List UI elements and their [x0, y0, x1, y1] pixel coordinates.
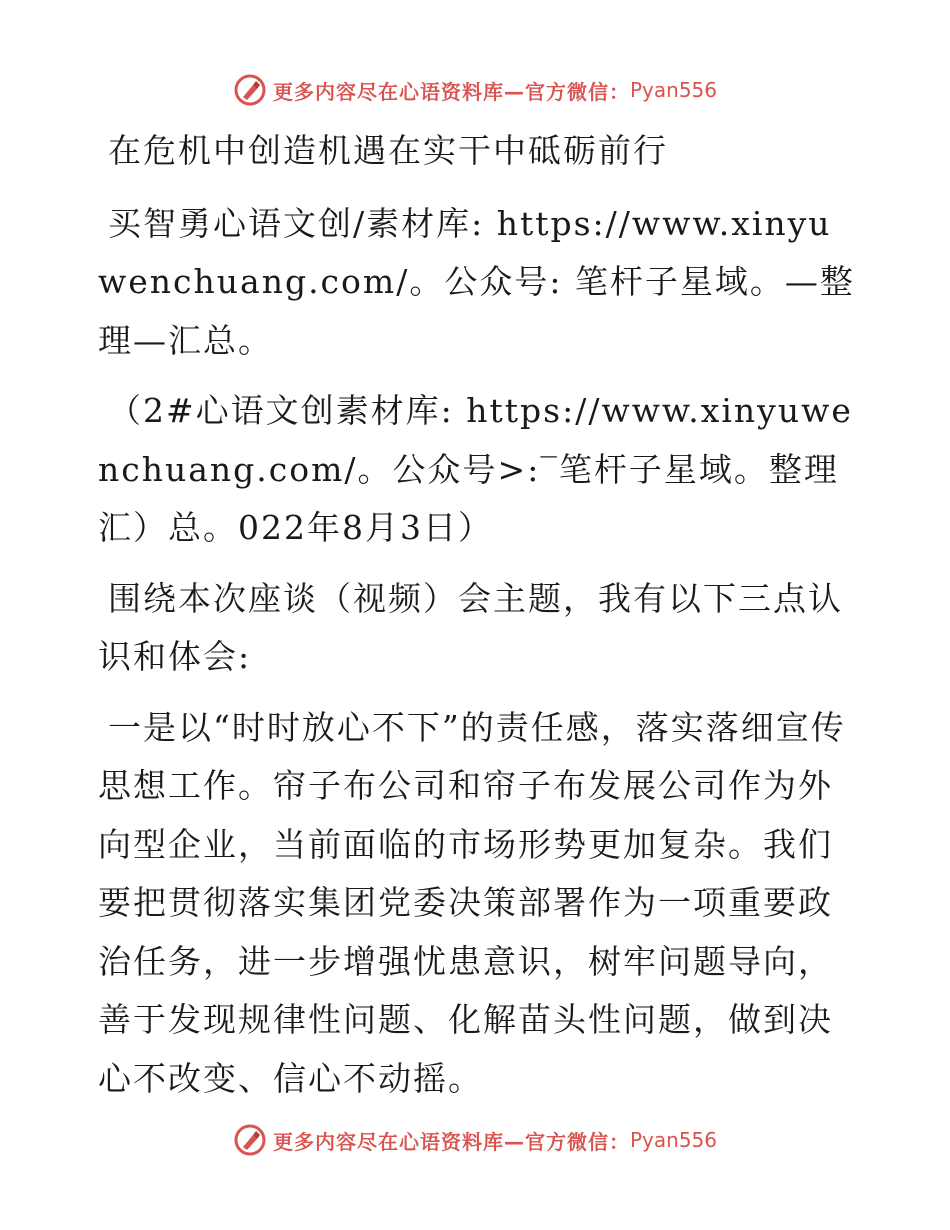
banner-text: 更多内容尽在心语资料库—官方微信： [272, 1129, 630, 1154]
banner-wechat-id: Pyan556 [629, 1128, 717, 1152]
banner-text: 更多内容尽在心语资料库—官方微信： [272, 79, 630, 104]
paragraph-3: 围绕本次座谈（视频）会主题，我有以下三点认识和体会: [98, 578, 843, 676]
paragraph-4: 一是以“时时放心不下”的责任感，落实落细宣传思想工作。帘子布公司和帘子布发展公司作为外向型企业，当前面临的市场形势更加复杂。我们要把贯彻落实集团党委决策部署作为一项重要政治任务，进一步增强忧患意识，树牢问题导向，善于发现规律性问题、化解苗头性问题，做到决心不改变、信心不动摇。 [98, 707, 846, 1098]
banner-wechat-id: Pyan556 [629, 78, 717, 102]
pen-nib-logo-icon [233, 73, 267, 107]
footer-watermark-banner [0, 1120, 950, 1160]
paragraph-1: 买智勇心语文创/素材库: https://www.xinyuwenchuang.com/。公众号: 笔杆子星域。—整理—汇总。 [98, 203, 855, 360]
header-watermark-banner [0, 70, 950, 110]
document-title: 在危机中创造机遇在实干中砥砺前行 [108, 131, 668, 170]
paragraph-2: （2#心语文创素材库: https://www.xinyuwenchuang.com/。公众号>:‾笔杆子星域。整理汇）总。022年8月3日） [98, 391, 853, 547]
pen-nib-logo-icon [233, 1123, 267, 1157]
document-body [98, 122, 858, 1120]
